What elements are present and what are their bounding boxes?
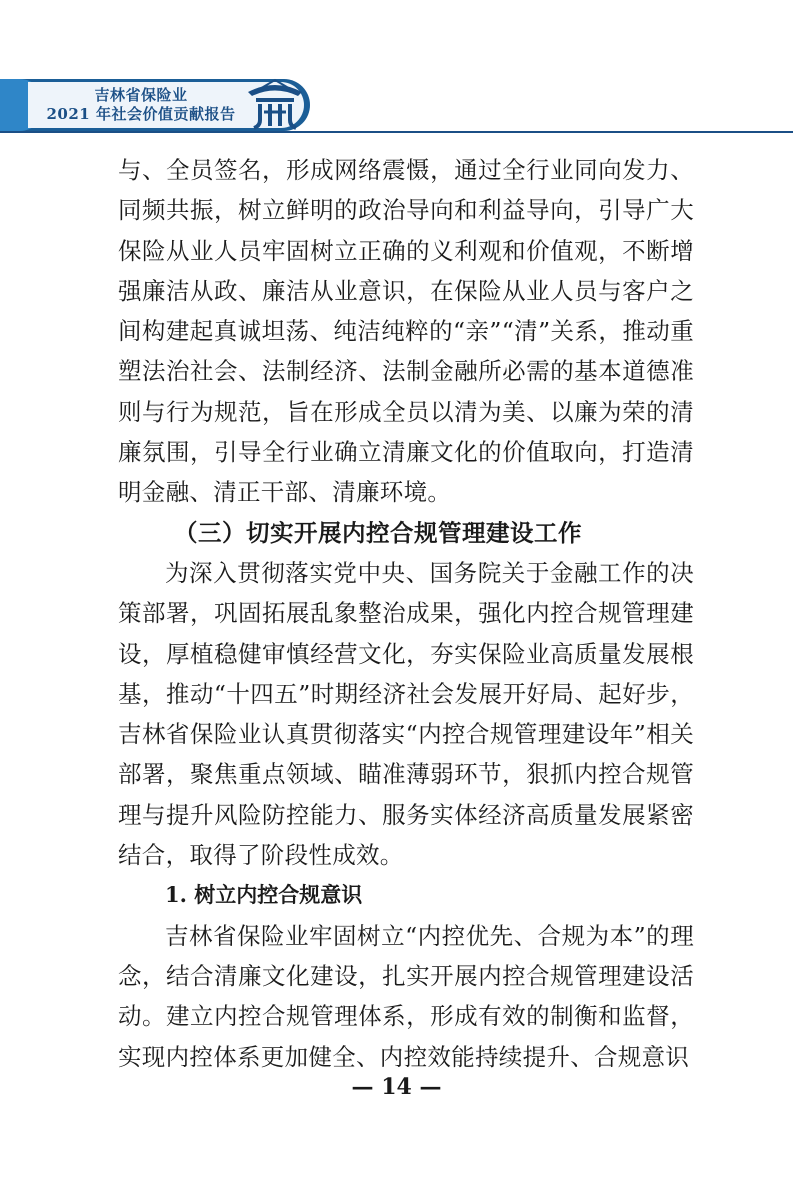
page-body [118,150,694,1077]
header-title-line1: 吉林省保险业 [94,86,188,104]
paragraph-continuation: 与、全员签名，形成网络震慑，通过全行业同向发力、同频共振，树立鲜明的政治导向和利益导向，引导广大保险从业人员牢固树立正确的义利观和价值观，不断增强廉洁从政、廉洁从业意识，在保险从业人员与客户之间构建起真诚坦荡、纯洁纯粹的“亲”“清”关系，推动重塑法治社会、法制经济、法制金融所必需的基本道德准则与行为规范，旨在形成全员以清为美、以廉为荣的清廉氛围，引导全行业确立清廉文化的价值取向，打造清明金融、清正干部、清廉环境。 [118,156,694,507]
section-heading: （三）切实开展内控合规管理建设工作 [174,518,582,547]
paragraph-internal-control: 为深入贯彻落实党中央、国务院关于金融工作的决策部署，巩固拓展乱象整治成果，强化内控合规管理建设，厚植稳健审慎经营文化，夯实保险业高质量发展根基，推动“十四五”时期经济社会发展开好局、起好步，吉林省保险业认真贯彻落实“内控合规管理建设年”相关部署，聚焦重点领域、瞄准薄弱环节，狠抓内控合规管理与提升风险防控能力、服务实体经济高质量发展紧密结合，取得了阶段性成效。 [118,558,694,870]
header-title [34,86,248,124]
subsection-heading: 1. 树立内控合规意识 [165,882,363,908]
page-number: — 14 — [351,1074,442,1100]
paragraph-compliance-awareness: 吉林省保险业牢固树立“内控优先、合规为本”的理念，结合清廉文化建设，扎实开展内控合规管理建设活动。建立内控合规管理体系，形成有效的制衡和监督，实现内控体系更加健全、内控效能持续提升、合规意识 [118,921,694,1071]
header-divider [0,131,793,133]
report-header [0,76,793,140]
insurance-association-logo-icon [244,76,306,130]
header-title-line2: 2021 年社会价值贡献报告 [46,105,236,123]
